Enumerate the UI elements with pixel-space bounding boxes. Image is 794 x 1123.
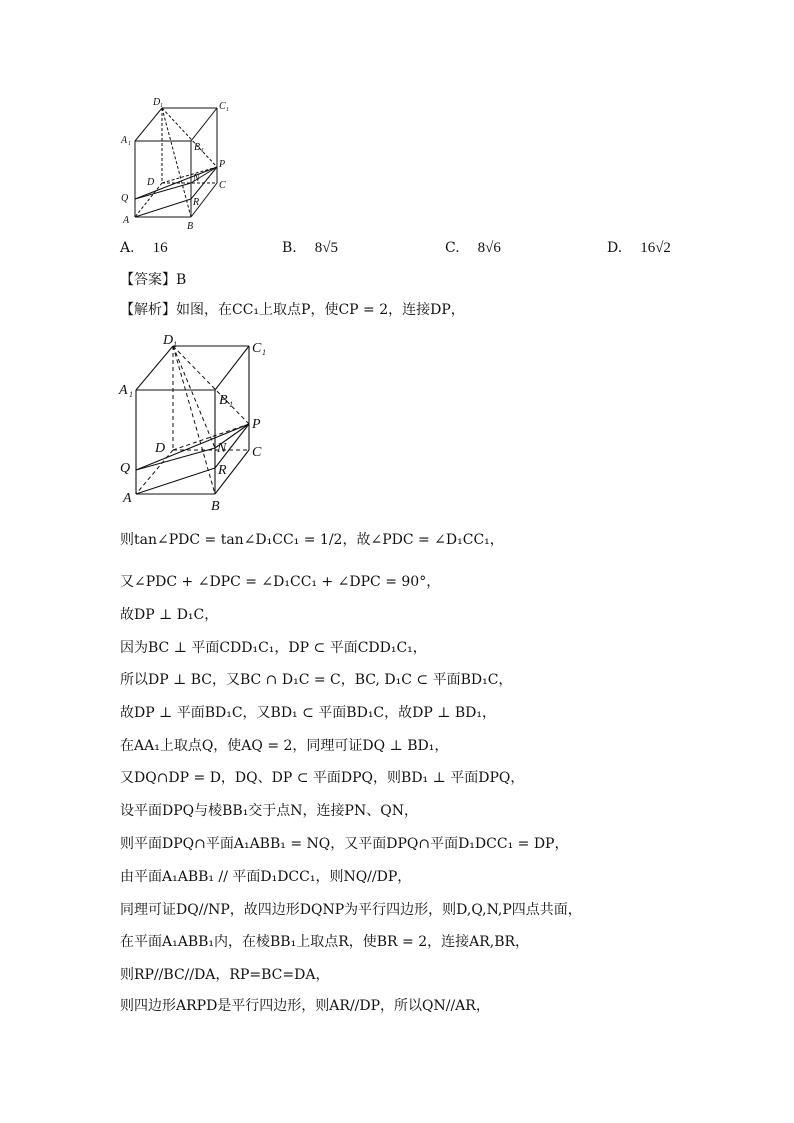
label-B-large: B [211, 499, 220, 514]
option-letter: A. [120, 240, 135, 256]
sub: 1 [173, 340, 177, 349]
solution-line-13: 在平面A₁ABB₁内，在棱BB₁上取点R，使BR = 2，连接AR,BR， [120, 934, 530, 950]
figure-prism-large [115, 328, 285, 518]
sub: 1 [128, 141, 131, 147]
label-C1-large: C [252, 341, 262, 356]
label-N: N [193, 173, 200, 184]
option-value: 16 [152, 240, 168, 256]
solution-line-intro: 【解析】如图，在CC₁上取点P，使CP = 2，连接DP， [120, 302, 465, 318]
answer-line: 【答案】B [120, 272, 187, 288]
solution-line-1: 则tan∠PDC = tan∠D₁CC₁ = 1/2，故∠PDC = ∠D₁CC₁， [120, 532, 504, 548]
label-B1: B [194, 142, 201, 153]
solution-line-9: 设平面DPQ与棱BB₁交于点N，连接PN、QN， [120, 803, 418, 819]
label-C-large: C [252, 445, 262, 460]
sub: 1 [160, 103, 163, 109]
option-letter: D. [607, 240, 623, 256]
label-C: C [219, 180, 226, 191]
option-value: 8√5 [314, 240, 338, 256]
option-a[interactable] [120, 240, 168, 257]
solution-line-3: 故DP ⊥ D₁C， [120, 607, 219, 623]
option-letter: C. [445, 240, 460, 256]
solution-line-10: 则平面DPQ∩平面A₁ABB₁ = NQ，又平面DPQ∩平面D₁DCC₁ = DP， [120, 836, 569, 852]
label-R: R [193, 197, 200, 208]
solution-line-2: 又∠PDC + ∠DPC = ∠D₁CC₁ + ∠DPC = 90°， [120, 574, 441, 590]
option-value: 8√6 [477, 240, 501, 256]
label-D1-large: D [163, 333, 174, 348]
option-c[interactable] [445, 240, 501, 257]
label-P: P [219, 159, 226, 170]
label-A1-large: A [119, 383, 128, 398]
label-D: D [147, 177, 155, 188]
label-C1: C [219, 101, 226, 112]
option-b[interactable] [282, 240, 338, 257]
label-B: B [187, 221, 194, 232]
sub: 1 [201, 148, 204, 154]
solution-line-12: 同理可证DQ//NP，故四边形DQNP为平行四边形，则D,Q,N,P四点共面， [120, 902, 582, 918]
label-B1-large: B [219, 393, 228, 408]
label-Q-large: Q [120, 461, 131, 476]
sub: 1 [129, 390, 133, 399]
label-D1: D [153, 97, 161, 108]
option-d[interactable] [607, 240, 671, 257]
label-R-large: R [218, 463, 227, 478]
solution-line-8: 又DQ∩DP = D，DQ、DP ⊂ 平面DPQ，则BD₁ ⊥ 平面DPQ， [120, 770, 525, 786]
solution-line-5: 所以DP ⊥ BC，又BC ∩ D₁C = C，BC, D₁C ⊂ 平面BD₁C， [120, 672, 513, 688]
sub: 1 [226, 107, 229, 113]
label-A: A [123, 215, 130, 226]
label-P-large: P [252, 417, 261, 432]
solution-line-14: 则RP//BC//DA，RP=BC=DA， [120, 967, 330, 983]
label-A1: A [121, 135, 128, 146]
solution-line-15: 则四边形ARPD是平行四边形，则AR//DP，所以QN//AR， [120, 998, 490, 1014]
solution-line-6: 故DP ⊥ 平面BD₁C，又BD₁ ⊂ 平面BD₁C，故DP ⊥ BD₁， [120, 705, 496, 721]
prism-diagram-large [115, 328, 285, 518]
label-Q: Q [121, 193, 129, 204]
figure-prism-small [115, 95, 245, 235]
answer-options [120, 240, 720, 264]
label-N-large: N [217, 441, 227, 456]
solution-line-11: 由平面A₁ABB₁ // 平面D₁DCC₁，则NQ//DP， [120, 869, 412, 885]
sub: 1 [229, 400, 233, 409]
option-letter: B. [282, 240, 297, 256]
sub: 1 [262, 348, 266, 357]
prism-diagram-small [115, 95, 245, 235]
option-value: 16√2 [640, 240, 671, 256]
label-D-large: D [155, 441, 166, 456]
label-A-large: A [123, 491, 132, 506]
solution-line-7: 在AA₁上取点Q，使AQ = 2，同理可证DQ ⊥ BD₁， [120, 738, 449, 754]
solution-line-4: 因为BC ⊥ 平面CDD₁C₁，DP ⊂ 平面CDD₁C₁， [120, 640, 427, 656]
